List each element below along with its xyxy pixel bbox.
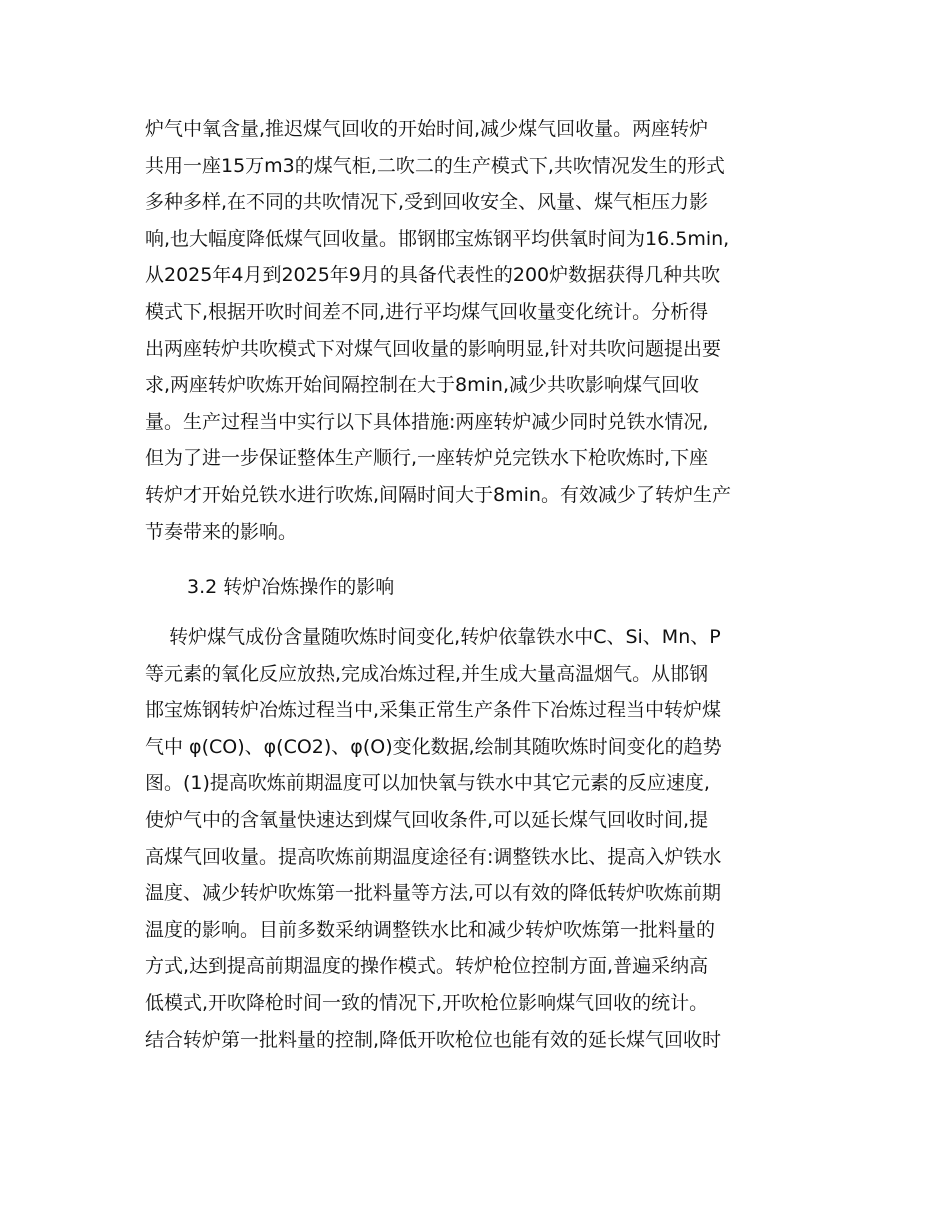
text-line: 从2025年4月到2025年9月的具备代表性的200炉数据获得几种共吹 [145, 264, 721, 287]
text-line: 气中 φ(CO)、φ(CO2)、φ(O)变化数据,绘制其随吹炼时间变化的趋势 [145, 735, 722, 758]
paragraph-2 [145, 619, 810, 1058]
text-line: 节奏带来的影响。 [145, 520, 298, 543]
text-line: 图。(1)提高吹炼前期温度可以加快氧与铁水中其它元素的反应速度, [145, 772, 710, 795]
text-line: 多种多样,在不同的共吹情况下,受到回收安全、风量、煤气柜压力影 [145, 191, 709, 214]
text-line: 转炉才开始兑铁水进行吹炼,间隔时间大于8min。有效减少了转炉生产 [145, 483, 731, 506]
text-line: 高煤气回收量。提高吹炼前期温度途径有:调整铁水比、提高入炉铁水 [145, 845, 722, 868]
text-line: 方式,达到提高前期温度的操作模式。转炉枪位控制方面,普遍采纳高 [145, 955, 709, 978]
text-line: 等元素的氧化反应放热,完成冶炼过程,并生成大量高温烟气。从邯钢 [145, 662, 709, 685]
text-line: 邯宝炼钢转炉冶炼过程当中,采集正常生产条件下冶炼过程当中转炉煤 [145, 699, 722, 722]
section-heading: 3.2 转炉冶炼操作的影响 [187, 576, 395, 598]
text-line: 温度、减少转炉吹炼第一批料量等方法,可以有效的降低转炉吹炼前期 [145, 882, 722, 905]
text-line: 使炉气中的含氧量快速达到煤气回收条件,可以延长煤气回收时间,提 [145, 808, 709, 831]
text-line: 炉气中氧含量,推迟煤气回收的开始时间,减少煤气回收量。两座转炉 [145, 118, 709, 140]
text-line: 求,两座转炉吹炼开始间隔控制在大于8min,减少共吹影响煤气回收 [145, 374, 699, 397]
text-line: 量。生产过程当中实行以下具体措施:两座转炉减少同时兑铁水情况, [145, 410, 709, 433]
text-line: 响,也大幅度降低煤气回收量。邯钢邯宝炼钢平均供氧时间为16.5min, [145, 227, 730, 250]
text-line: 模式下,根据开吹时间差不同,进行平均煤气回收量变化统计。分析得 [145, 300, 709, 323]
text-line: 温度的影响。目前多数采纳调整铁水比和减少转炉吹炼第一批料量的 [145, 918, 716, 941]
text-line: 低模式,开吹降枪时间一致的情况下,开吹枪位影响煤气回收的统计。 [145, 991, 709, 1014]
text-line: 出两座转炉共吹模式下对煤气回收量的影响明显,针对共吹问题提出要 [145, 337, 722, 360]
text-line: 但为了进一步保证整体生产顺行,一座转炉兑完铁水下枪吹炼时,下座 [145, 447, 709, 470]
text-line: 转炉煤气成份含量随吹炼时间变化,转炉依靠铁水中C、Si、Mn、P [145, 626, 721, 648]
text-line: 结合转炉第一批料量的控制,降低开吹枪位也能有效的延长煤气回收时 [145, 1028, 722, 1051]
text-line: 共用一座15万m3的煤气柜,二吹二的生产模式下,共吹情况发生的形式 [145, 154, 725, 177]
paragraph-1 [145, 111, 810, 550]
